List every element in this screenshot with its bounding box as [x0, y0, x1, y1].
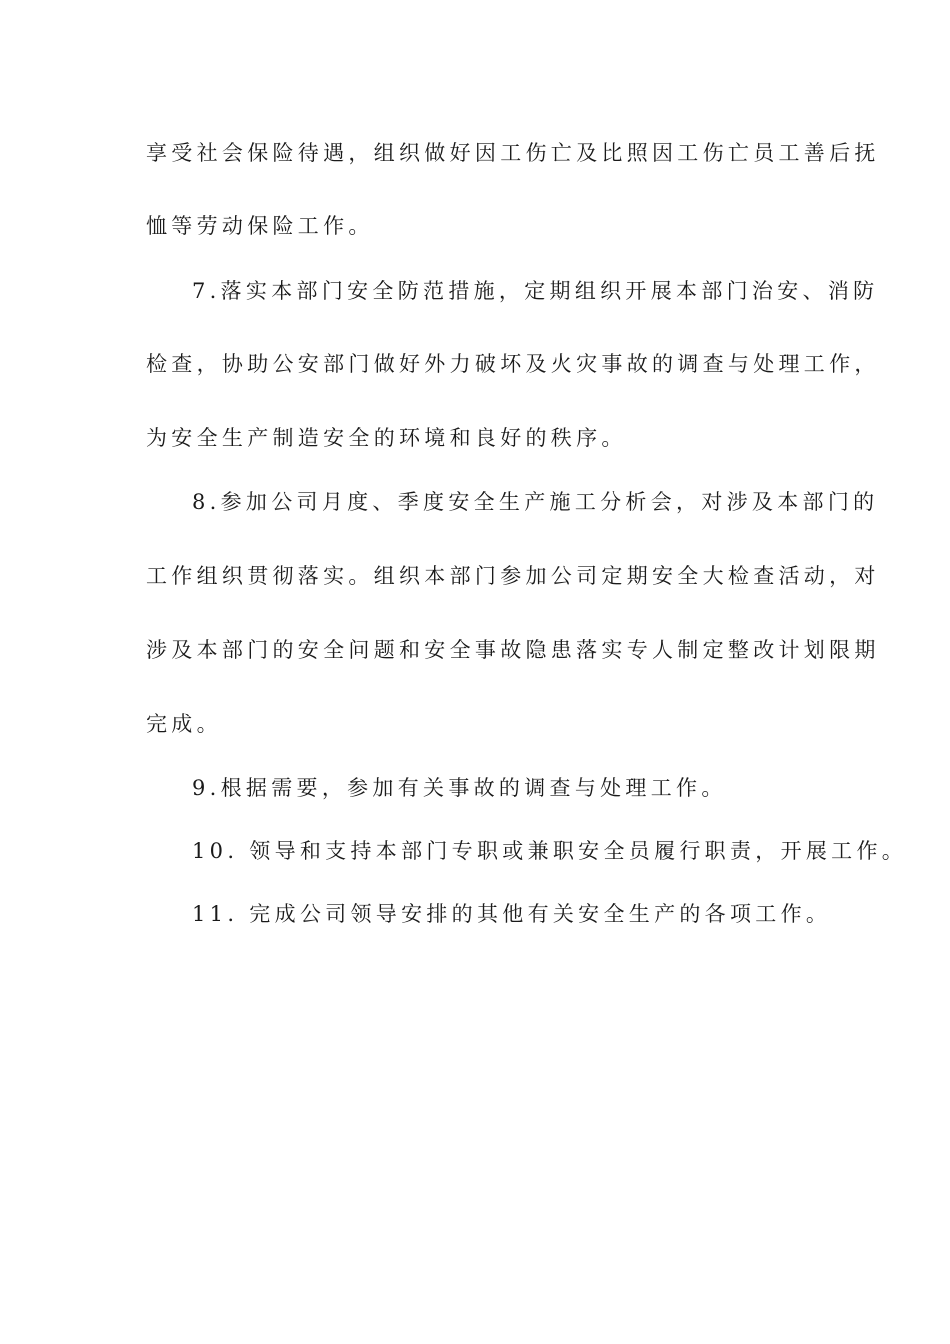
text-line: 11. 完成公司领导安排的其他有关安全生产的各项工作。	[192, 902, 832, 926]
text-line: 工作组织贯彻落实。组织本部门参加公司定期安全大检查活动，对	[146, 564, 880, 588]
text-line: 恤等劳动保险工作。	[146, 214, 374, 238]
text-line: 涉及本部门的安全问题和安全事故隐患落实专人制定整改计划限期	[146, 638, 880, 662]
text-line: 10. 领导和支持本部门专职或兼职安全员履行职责，开展工作。	[192, 839, 908, 863]
text-line: 为安全生产制造安全的环境和良好的秩序。	[146, 426, 627, 450]
text-line: 9.根据需要，参加有关事故的调查与处理工作。	[192, 776, 727, 800]
text-line: 8.参加公司月度、季度安全生产施工分析会，对涉及本部门的	[192, 490, 879, 514]
text-line: 完成。	[146, 712, 222, 736]
text-line: 检查，协助公安部门做好外力破坏及火灾事故的调查与处理工作，	[146, 352, 880, 376]
text-line: 享受社会保险待遇，组织做好因工伤亡及比照因工伤亡员工善后抚	[146, 141, 880, 165]
text-line: 7.落实本部门安全防范措施，定期组织开展本部门治安、消防	[192, 279, 879, 303]
